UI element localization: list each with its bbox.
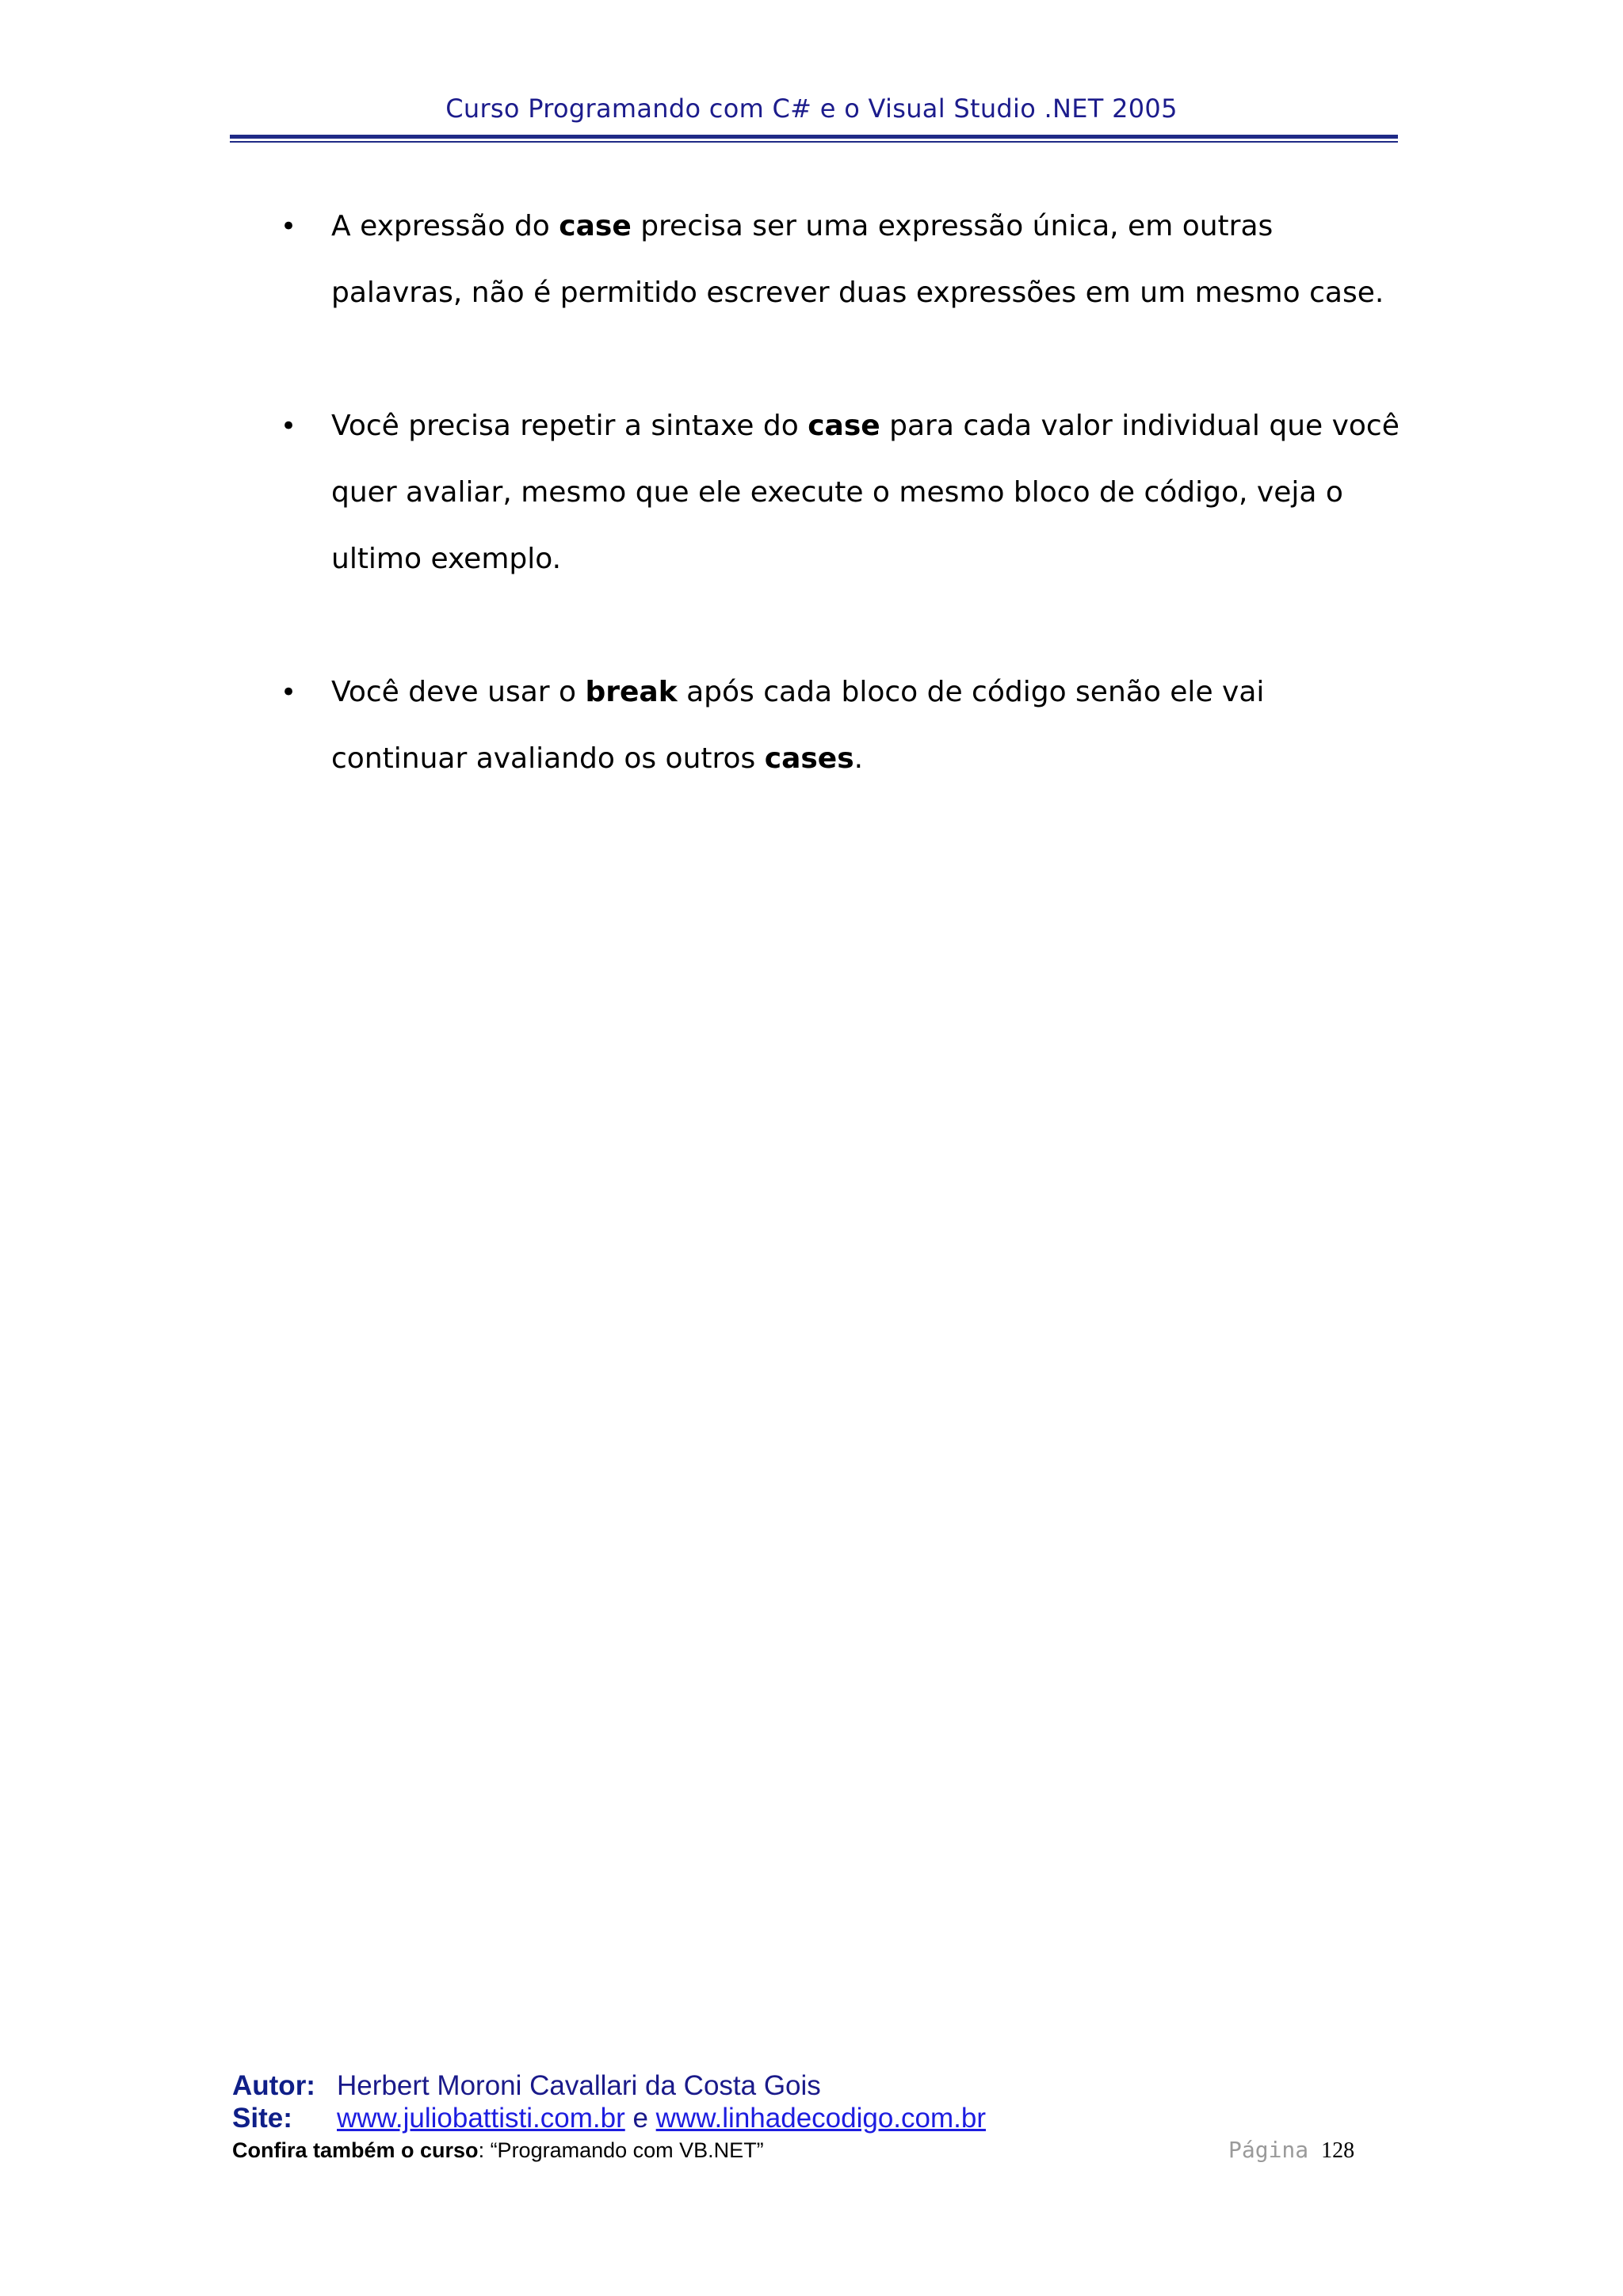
page-number [1228,2136,1354,2165]
footer-author-row [232,2069,1405,2102]
page-number-label: Página [1228,2137,1309,2163]
header-divider-thick [230,135,1398,139]
bullet-item [277,193,1403,326]
footer-author-label: Autor: [232,2070,315,2101]
bullet-text: A expressão do case precisa ser uma expressão única, em outras palavras, não é permitido escrever duas expressões em um mesmo case. [331,210,1384,309]
bullet-dot-icon: • [281,211,297,242]
bullet-item [277,659,1403,792]
bullet-list [277,193,1403,792]
bold-keyword: case [808,410,880,442]
bold-keyword: case [559,210,632,242]
footer-confira-text: : “Programando com VB.NET” [478,2138,764,2162]
footer-site-row [232,2102,1405,2134]
header-divider [230,135,1398,143]
header-divider-thin [230,141,1398,143]
bold-keyword: cases [764,742,854,775]
bold-keyword: break [585,676,678,708]
bullet-text: Você precisa repetir a sintaxe do case para cada valor individual que você quer avaliar, mesmo que ele execute o mesmo bloco de código, veja o ultimo exemplo. [331,410,1400,575]
page-header-title: Curso Programando com C# e o Visual Studio .NET 2005 [445,93,1178,124]
site-separator: e [624,2103,656,2134]
page-number-value: 128 [1321,2138,1355,2163]
footer-site-label: Site: [232,2103,292,2134]
bullet-text: Você deve usar o break após cada bloco de código senão ele vai continuar avaliando os outros cases. [331,676,1265,775]
site-link-linhadecodigo[interactable]: www.linhadecodigo.com.br [655,2103,986,2134]
footer-confira-label: Confira também o curso [232,2138,479,2162]
bullet-dot-icon: • [281,410,297,442]
site-link-juliobattisti[interactable]: www.juliobattisti.com.br [337,2103,625,2134]
bullet-item [277,393,1403,593]
footer-site-value [337,2102,986,2134]
footer-author-name: Herbert Moroni Cavallari da Costa Gois [337,2070,821,2101]
bullet-dot-icon: • [281,677,297,708]
